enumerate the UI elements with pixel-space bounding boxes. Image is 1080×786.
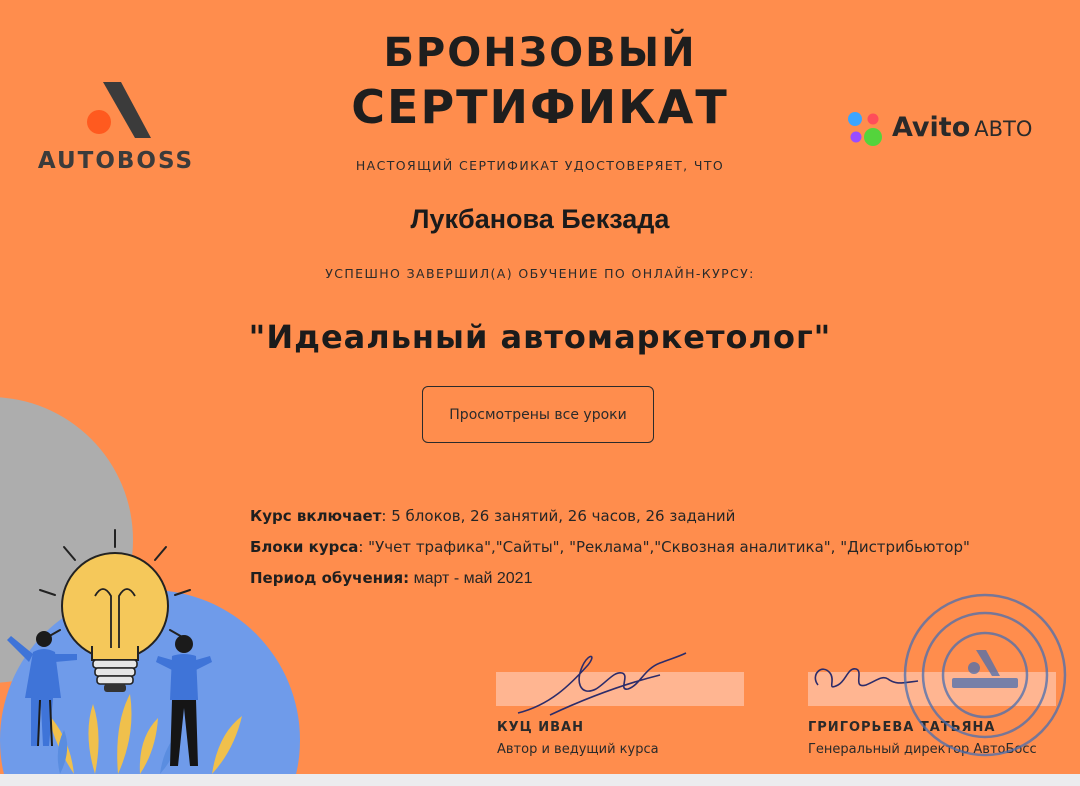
recipient-name: Лукбанова Бекзада bbox=[410, 204, 670, 234]
includes-value: : 5 блоков, 26 занятий, 26 часов, 26 заданий bbox=[381, 507, 736, 525]
certificate-title-line1: БРОНЗОВЫЙ bbox=[383, 30, 697, 76]
course-includes-row bbox=[250, 506, 970, 526]
period-label: Период обучения: bbox=[250, 569, 410, 587]
company-stamp bbox=[900, 590, 1070, 760]
study-period-row bbox=[250, 568, 970, 589]
blocks-value: : "Учет трафика","Сайты", "Реклама","Сквозная аналитика", "Дистрибьютор" bbox=[358, 538, 970, 556]
bottom-edge-strip bbox=[0, 774, 1080, 786]
blocks-label: Блоки курса bbox=[250, 538, 359, 556]
certifies-text: НАСТОЯЩИЙ СЕРТИФИКАТ УДОСТОВЕРЯЕТ, ЧТО bbox=[355, 158, 725, 173]
avito-auto-word: АВТО bbox=[974, 117, 1033, 141]
course-blocks-row bbox=[250, 537, 970, 557]
signer-1-name: КУЦ ИВАН bbox=[497, 720, 584, 735]
course-details bbox=[250, 506, 970, 600]
completed-text: УСПЕШНО ЗАВЕРШИЛ(А) ОБУЧЕНИЕ ПО ОНЛАЙН-КУРСУ: bbox=[325, 266, 755, 281]
course-name: "Идеальный автомаркетолог" bbox=[248, 318, 832, 356]
lessons-watched-badge bbox=[422, 386, 654, 443]
certificate-title-line2: СЕРТИФИКАТ bbox=[351, 80, 729, 134]
badge-text: Просмотрены все уроки bbox=[449, 406, 627, 423]
signature-kuts bbox=[510, 645, 690, 720]
signer-1-role: Автор и ведущий курса bbox=[497, 742, 659, 757]
signer-2-name: ГРИГОРЬЕВА ТАТЬЯНА bbox=[808, 720, 996, 735]
signer-2-role: Генеральный директор АвтоБосс bbox=[808, 742, 1037, 757]
period-value: март - май 2021 bbox=[409, 570, 533, 587]
avito-word: Avito bbox=[892, 112, 971, 143]
includes-label: Курс включает bbox=[250, 507, 382, 525]
autoboss-logo-text: AUTOBOSS bbox=[37, 148, 195, 174]
